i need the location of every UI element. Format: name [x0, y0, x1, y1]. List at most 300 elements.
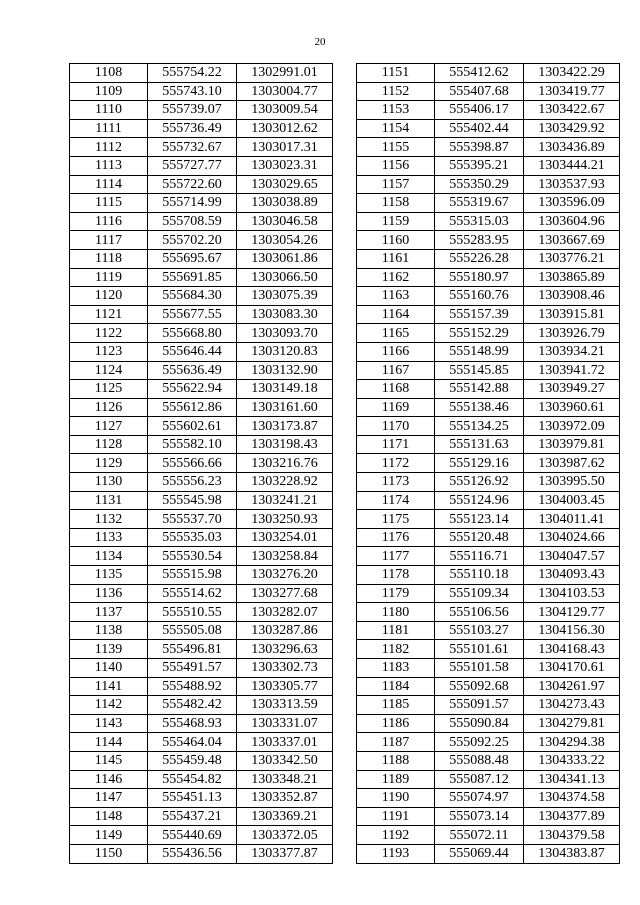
- y-coordinate-cell: 1303258.84: [237, 547, 333, 566]
- table-row: [357, 826, 620, 845]
- point-number-cell: 1171: [357, 435, 435, 454]
- table-row: [70, 844, 333, 863]
- table-row: [70, 733, 333, 752]
- table-row: [70, 566, 333, 585]
- point-number-cell: 1188: [357, 751, 435, 770]
- x-coordinate-cell: 555072.11: [435, 826, 524, 845]
- table-row: [70, 398, 333, 417]
- x-coordinate-cell: 555464.04: [148, 733, 237, 752]
- point-number-cell: 1141: [70, 677, 148, 696]
- table-row: [70, 268, 333, 287]
- table-row: [357, 807, 620, 826]
- x-coordinate-cell: 555116.71: [435, 547, 524, 566]
- point-number-cell: 1159: [357, 212, 435, 231]
- table-row: [357, 249, 620, 268]
- x-coordinate-cell: 555454.82: [148, 770, 237, 789]
- table-row: [70, 621, 333, 640]
- x-coordinate-cell: 555505.08: [148, 621, 237, 640]
- table-row: [357, 751, 620, 770]
- table-row: [357, 789, 620, 808]
- y-coordinate-cell: 1303276.20: [237, 566, 333, 585]
- table-row: [357, 417, 620, 436]
- y-coordinate-cell: 1303352.87: [237, 789, 333, 808]
- x-coordinate-cell: 555732.67: [148, 138, 237, 157]
- x-coordinate-cell: 555402.44: [435, 119, 524, 138]
- table-row: [70, 770, 333, 789]
- y-coordinate-cell: 1303429.92: [524, 119, 620, 138]
- x-coordinate-cell: 555090.84: [435, 714, 524, 733]
- y-coordinate-cell: 1303149.18: [237, 380, 333, 399]
- table-row: [70, 677, 333, 696]
- x-coordinate-cell: 555537.70: [148, 510, 237, 529]
- x-coordinate-cell: 555350.29: [435, 175, 524, 194]
- y-coordinate-cell: 1303009.54: [237, 101, 333, 120]
- table-row: [357, 212, 620, 231]
- x-coordinate-cell: 555087.12: [435, 770, 524, 789]
- x-coordinate-cell: 555622.94: [148, 380, 237, 399]
- point-number-cell: 1192: [357, 826, 435, 845]
- point-number-cell: 1193: [357, 844, 435, 863]
- table-row: [357, 696, 620, 715]
- y-coordinate-cell: 1304103.53: [524, 584, 620, 603]
- table-row: [357, 64, 620, 83]
- x-coordinate-cell: 555510.55: [148, 603, 237, 622]
- table-row: [357, 101, 620, 120]
- x-coordinate-cell: 555106.56: [435, 603, 524, 622]
- x-coordinate-cell: 555491.57: [148, 659, 237, 678]
- y-coordinate-cell: 1304377.89: [524, 807, 620, 826]
- y-coordinate-cell: 1303377.87: [237, 844, 333, 863]
- table-row: [70, 789, 333, 808]
- point-number-cell: 1166: [357, 342, 435, 361]
- table-row: [70, 82, 333, 101]
- x-coordinate-cell: 555092.25: [435, 733, 524, 752]
- table-row: [357, 510, 620, 529]
- table-row: [70, 473, 333, 492]
- table-row: [357, 677, 620, 696]
- y-coordinate-cell: 1304003.45: [524, 491, 620, 510]
- y-coordinate-cell: 1302991.01: [237, 64, 333, 83]
- table-row: [70, 138, 333, 157]
- x-coordinate-cell: 555702.20: [148, 231, 237, 250]
- x-coordinate-cell: 555677.55: [148, 305, 237, 324]
- point-number-cell: 1116: [70, 212, 148, 231]
- y-coordinate-cell: 1303537.93: [524, 175, 620, 194]
- point-number-cell: 1132: [70, 510, 148, 529]
- y-coordinate-cell: 1303776.21: [524, 249, 620, 268]
- point-number-cell: 1148: [70, 807, 148, 826]
- y-coordinate-cell: 1303228.92: [237, 473, 333, 492]
- table-row: [70, 324, 333, 343]
- page-number: 20: [314, 36, 326, 48]
- y-coordinate-cell: 1303093.70: [237, 324, 333, 343]
- y-coordinate-cell: 1303254.01: [237, 528, 333, 547]
- table-row: [70, 342, 333, 361]
- y-coordinate-cell: 1303331.07: [237, 714, 333, 733]
- x-coordinate-cell: 555714.99: [148, 194, 237, 213]
- x-coordinate-cell: 555109.34: [435, 584, 524, 603]
- point-number-cell: 1145: [70, 751, 148, 770]
- x-coordinate-cell: 555488.92: [148, 677, 237, 696]
- point-number-cell: 1118: [70, 249, 148, 268]
- point-number-cell: 1151: [357, 64, 435, 83]
- x-coordinate-cell: 555073.14: [435, 807, 524, 826]
- point-number-cell: 1161: [357, 249, 435, 268]
- point-number-cell: 1135: [70, 566, 148, 585]
- point-number-cell: 1169: [357, 398, 435, 417]
- table-row: [357, 473, 620, 492]
- x-coordinate-cell: 555091.57: [435, 696, 524, 715]
- y-coordinate-cell: 1303277.68: [237, 584, 333, 603]
- y-coordinate-cell: 1303120.83: [237, 342, 333, 361]
- point-number-cell: 1144: [70, 733, 148, 752]
- y-coordinate-cell: 1304093.43: [524, 566, 620, 585]
- point-number-cell: 1149: [70, 826, 148, 845]
- y-coordinate-cell: 1303979.81: [524, 435, 620, 454]
- x-coordinate-cell: 555145.85: [435, 361, 524, 380]
- table-row: [70, 380, 333, 399]
- point-number-cell: 1181: [357, 621, 435, 640]
- y-coordinate-cell: 1303596.09: [524, 194, 620, 213]
- x-coordinate-cell: 555636.49: [148, 361, 237, 380]
- x-coordinate-cell: 555088.48: [435, 751, 524, 770]
- coordinates-table-left-body: [70, 64, 333, 864]
- x-coordinate-cell: 555101.61: [435, 640, 524, 659]
- point-number-cell: 1133: [70, 528, 148, 547]
- x-coordinate-cell: 555691.85: [148, 268, 237, 287]
- y-coordinate-cell: 1303305.77: [237, 677, 333, 696]
- point-number-cell: 1117: [70, 231, 148, 250]
- point-number-cell: 1147: [70, 789, 148, 808]
- point-number-cell: 1162: [357, 268, 435, 287]
- table-row: [357, 175, 620, 194]
- y-coordinate-cell: 1303066.50: [237, 268, 333, 287]
- table-row: [70, 435, 333, 454]
- point-number-cell: 1152: [357, 82, 435, 101]
- point-number-cell: 1140: [70, 659, 148, 678]
- y-coordinate-cell: 1303604.96: [524, 212, 620, 231]
- point-number-cell: 1160: [357, 231, 435, 250]
- x-coordinate-cell: 555283.95: [435, 231, 524, 250]
- table-row: [357, 138, 620, 157]
- table-row: [70, 64, 333, 83]
- point-number-cell: 1109: [70, 82, 148, 101]
- coordinates-table-right-body: [357, 64, 620, 864]
- x-coordinate-cell: 555459.48: [148, 751, 237, 770]
- table-row: [357, 287, 620, 306]
- table-row: [357, 435, 620, 454]
- point-number-cell: 1153: [357, 101, 435, 120]
- x-coordinate-cell: 555736.49: [148, 119, 237, 138]
- table-row: [357, 714, 620, 733]
- y-coordinate-cell: 1303173.87: [237, 417, 333, 436]
- x-coordinate-cell: 555074.97: [435, 789, 524, 808]
- table-row: [70, 194, 333, 213]
- x-coordinate-cell: 555708.59: [148, 212, 237, 231]
- table-row: [70, 603, 333, 622]
- point-number-cell: 1163: [357, 287, 435, 306]
- y-coordinate-cell: 1303216.76: [237, 454, 333, 473]
- point-number-cell: 1119: [70, 268, 148, 287]
- x-coordinate-cell: 555129.16: [435, 454, 524, 473]
- y-coordinate-cell: 1303422.67: [524, 101, 620, 120]
- table-row: [70, 510, 333, 529]
- x-coordinate-cell: 555668.80: [148, 324, 237, 343]
- point-number-cell: 1121: [70, 305, 148, 324]
- x-coordinate-cell: 555440.69: [148, 826, 237, 845]
- point-number-cell: 1180: [357, 603, 435, 622]
- y-coordinate-cell: 1303250.93: [237, 510, 333, 529]
- y-coordinate-cell: 1303436.89: [524, 138, 620, 157]
- x-coordinate-cell: 555695.67: [148, 249, 237, 268]
- y-coordinate-cell: 1303012.62: [237, 119, 333, 138]
- y-coordinate-cell: 1303161.60: [237, 398, 333, 417]
- table-row: [70, 696, 333, 715]
- table-row: [357, 640, 620, 659]
- point-number-cell: 1182: [357, 640, 435, 659]
- table-row: [70, 305, 333, 324]
- x-coordinate-cell: 555101.58: [435, 659, 524, 678]
- table-row: [357, 491, 620, 510]
- table-row: [70, 547, 333, 566]
- point-number-cell: 1158: [357, 194, 435, 213]
- y-coordinate-cell: 1303061.86: [237, 249, 333, 268]
- point-number-cell: 1136: [70, 584, 148, 603]
- coordinates-table-left: [69, 63, 333, 864]
- table-row: [70, 249, 333, 268]
- x-coordinate-cell: 555468.93: [148, 714, 237, 733]
- coordinates-table-right: [356, 63, 620, 864]
- table-row: [70, 417, 333, 436]
- y-coordinate-cell: 1303934.21: [524, 342, 620, 361]
- y-coordinate-cell: 1303941.72: [524, 361, 620, 380]
- point-number-cell: 1164: [357, 305, 435, 324]
- x-coordinate-cell: 555110.18: [435, 566, 524, 585]
- y-coordinate-cell: 1303342.50: [237, 751, 333, 770]
- y-coordinate-cell: 1303372.05: [237, 826, 333, 845]
- x-coordinate-cell: 555103.27: [435, 621, 524, 640]
- y-coordinate-cell: 1303198.43: [237, 435, 333, 454]
- point-number-cell: 1123: [70, 342, 148, 361]
- y-coordinate-cell: 1303337.01: [237, 733, 333, 752]
- point-number-cell: 1137: [70, 603, 148, 622]
- point-number-cell: 1172: [357, 454, 435, 473]
- point-number-cell: 1127: [70, 417, 148, 436]
- x-coordinate-cell: 555684.30: [148, 287, 237, 306]
- y-coordinate-cell: 1303865.89: [524, 268, 620, 287]
- table-row: [357, 361, 620, 380]
- y-coordinate-cell: 1304047.57: [524, 547, 620, 566]
- table-row: [357, 305, 620, 324]
- x-coordinate-cell: 555069.44: [435, 844, 524, 863]
- table-row: [357, 659, 620, 678]
- table-row: [357, 454, 620, 473]
- point-number-cell: 1150: [70, 844, 148, 863]
- point-number-cell: 1187: [357, 733, 435, 752]
- y-coordinate-cell: 1303054.26: [237, 231, 333, 250]
- x-coordinate-cell: 555315.03: [435, 212, 524, 231]
- y-coordinate-cell: 1303908.46: [524, 287, 620, 306]
- point-number-cell: 1157: [357, 175, 435, 194]
- y-coordinate-cell: 1303075.39: [237, 287, 333, 306]
- x-coordinate-cell: 555582.10: [148, 435, 237, 454]
- table-row: [70, 175, 333, 194]
- x-coordinate-cell: 555120.48: [435, 528, 524, 547]
- y-coordinate-cell: 1303132.90: [237, 361, 333, 380]
- table-row: [70, 659, 333, 678]
- x-coordinate-cell: 555437.21: [148, 807, 237, 826]
- x-coordinate-cell: 555722.60: [148, 175, 237, 194]
- x-coordinate-cell: 555152.29: [435, 324, 524, 343]
- x-coordinate-cell: 555566.66: [148, 454, 237, 473]
- y-coordinate-cell: 1304273.43: [524, 696, 620, 715]
- y-coordinate-cell: 1303960.61: [524, 398, 620, 417]
- y-coordinate-cell: 1304011.41: [524, 510, 620, 529]
- x-coordinate-cell: 555556.23: [148, 473, 237, 492]
- y-coordinate-cell: 1303987.62: [524, 454, 620, 473]
- point-number-cell: 1183: [357, 659, 435, 678]
- point-number-cell: 1134: [70, 547, 148, 566]
- point-number-cell: 1186: [357, 714, 435, 733]
- table-row: [70, 361, 333, 380]
- x-coordinate-cell: 555646.44: [148, 342, 237, 361]
- y-coordinate-cell: 1303017.31: [237, 138, 333, 157]
- y-coordinate-cell: 1304279.81: [524, 714, 620, 733]
- y-coordinate-cell: 1303029.65: [237, 175, 333, 194]
- y-coordinate-cell: 1303369.21: [237, 807, 333, 826]
- y-coordinate-cell: 1303038.89: [237, 194, 333, 213]
- point-number-cell: 1112: [70, 138, 148, 157]
- table-row: [357, 528, 620, 547]
- point-number-cell: 1175: [357, 510, 435, 529]
- x-coordinate-cell: 555319.67: [435, 194, 524, 213]
- point-number-cell: 1170: [357, 417, 435, 436]
- y-coordinate-cell: 1303995.50: [524, 473, 620, 492]
- table-row: [357, 231, 620, 250]
- point-number-cell: 1125: [70, 380, 148, 399]
- point-number-cell: 1114: [70, 175, 148, 194]
- x-coordinate-cell: 555515.98: [148, 566, 237, 585]
- table-row: [70, 640, 333, 659]
- x-coordinate-cell: 555180.97: [435, 268, 524, 287]
- x-coordinate-cell: 555406.17: [435, 101, 524, 120]
- x-coordinate-cell: 555545.98: [148, 491, 237, 510]
- y-coordinate-cell: 1304374.58: [524, 789, 620, 808]
- point-number-cell: 1110: [70, 101, 148, 120]
- table-row: [357, 770, 620, 789]
- table-row: [357, 119, 620, 138]
- x-coordinate-cell: 555123.14: [435, 510, 524, 529]
- y-coordinate-cell: 1303313.59: [237, 696, 333, 715]
- x-coordinate-cell: 555138.46: [435, 398, 524, 417]
- point-number-cell: 1177: [357, 547, 435, 566]
- table-row: [70, 231, 333, 250]
- y-coordinate-cell: 1304168.43: [524, 640, 620, 659]
- x-coordinate-cell: 555131.63: [435, 435, 524, 454]
- y-coordinate-cell: 1304170.61: [524, 659, 620, 678]
- y-coordinate-cell: 1303296.63: [237, 640, 333, 659]
- x-coordinate-cell: 555727.77: [148, 156, 237, 175]
- point-number-cell: 1154: [357, 119, 435, 138]
- x-coordinate-cell: 555496.81: [148, 640, 237, 659]
- point-number-cell: 1174: [357, 491, 435, 510]
- x-coordinate-cell: 555407.68: [435, 82, 524, 101]
- table-row: [70, 584, 333, 603]
- point-number-cell: 1131: [70, 491, 148, 510]
- y-coordinate-cell: 1304129.77: [524, 603, 620, 622]
- y-coordinate-cell: 1303972.09: [524, 417, 620, 436]
- point-number-cell: 1167: [357, 361, 435, 380]
- x-coordinate-cell: 555092.68: [435, 677, 524, 696]
- table-row: [357, 324, 620, 343]
- point-number-cell: 1168: [357, 380, 435, 399]
- table-row: [70, 807, 333, 826]
- table-row: [357, 547, 620, 566]
- y-coordinate-cell: 1303046.58: [237, 212, 333, 231]
- y-coordinate-cell: 1303023.31: [237, 156, 333, 175]
- point-number-cell: 1191: [357, 807, 435, 826]
- table-row: [357, 82, 620, 101]
- table-row: [357, 844, 620, 863]
- y-coordinate-cell: 1304383.87: [524, 844, 620, 863]
- y-coordinate-cell: 1304294.38: [524, 733, 620, 752]
- x-coordinate-cell: 555157.39: [435, 305, 524, 324]
- table-row: [70, 119, 333, 138]
- point-number-cell: 1108: [70, 64, 148, 83]
- x-coordinate-cell: 555602.61: [148, 417, 237, 436]
- point-number-cell: 1143: [70, 714, 148, 733]
- point-number-cell: 1130: [70, 473, 148, 492]
- x-coordinate-cell: 555530.54: [148, 547, 237, 566]
- point-number-cell: 1115: [70, 194, 148, 213]
- x-coordinate-cell: 555436.56: [148, 844, 237, 863]
- point-number-cell: 1128: [70, 435, 148, 454]
- x-coordinate-cell: 555739.07: [148, 101, 237, 120]
- point-number-cell: 1176: [357, 528, 435, 547]
- x-coordinate-cell: 555535.03: [148, 528, 237, 547]
- point-number-cell: 1178: [357, 566, 435, 585]
- y-coordinate-cell: 1304341.13: [524, 770, 620, 789]
- table-row: [70, 714, 333, 733]
- point-number-cell: 1165: [357, 324, 435, 343]
- point-number-cell: 1129: [70, 454, 148, 473]
- table-row: [357, 156, 620, 175]
- table-row: [70, 491, 333, 510]
- point-number-cell: 1139: [70, 640, 148, 659]
- table-row: [70, 287, 333, 306]
- y-coordinate-cell: 1304024.66: [524, 528, 620, 547]
- table-row: [357, 194, 620, 213]
- point-number-cell: 1126: [70, 398, 148, 417]
- point-number-cell: 1113: [70, 156, 148, 175]
- point-number-cell: 1142: [70, 696, 148, 715]
- x-coordinate-cell: 555160.76: [435, 287, 524, 306]
- y-coordinate-cell: 1303667.69: [524, 231, 620, 250]
- table-row: [357, 398, 620, 417]
- y-coordinate-cell: 1303241.21: [237, 491, 333, 510]
- table-row: [70, 454, 333, 473]
- point-number-cell: 1124: [70, 361, 148, 380]
- point-number-cell: 1184: [357, 677, 435, 696]
- point-number-cell: 1190: [357, 789, 435, 808]
- x-coordinate-cell: 555124.96: [435, 491, 524, 510]
- point-number-cell: 1185: [357, 696, 435, 715]
- table-row: [357, 621, 620, 640]
- x-coordinate-cell: 555514.62: [148, 584, 237, 603]
- y-coordinate-cell: 1304156.30: [524, 621, 620, 640]
- table-row: [357, 342, 620, 361]
- table-row: [357, 268, 620, 287]
